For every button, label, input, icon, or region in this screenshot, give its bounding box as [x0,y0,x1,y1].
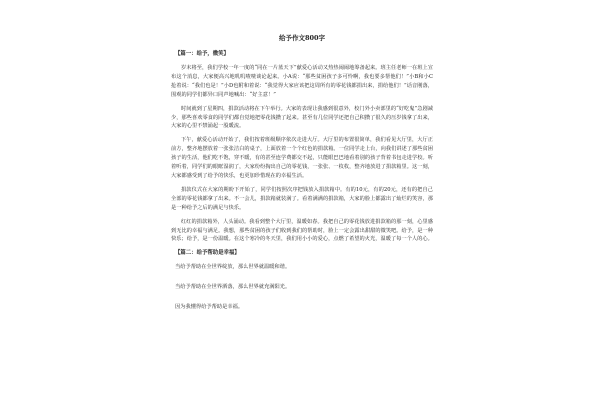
section-2-heading: 【篇二：给予帮助是幸福】 [175,250,240,257]
section-2-line-2: 当给予帮助在全世界洒落，那么世界就充满阳光。 [175,284,291,291]
document-title: 给予作文800字 [278,34,326,42]
section-1-paragraph-3: 下午，献爱心活动开始了，我们按着班级顺序依次走进大厅。大厅里的布置很简单，我们看见大厅里，大厅正前方，整齐地摆放着一张张洁白的桌子，上面放着一个个红色的捐款箱。一位同学走上台，向我们讲述了那些贫困孩子的生活，他们吃不饱，穿不暖，有的甚至连学费都交不起，只能眼巴巴地看着别的孩子背着书包走进学校。听着听着，同学们的眼眶湿润了，大家纷纷掏出自己的零花钱，一张张、一枚枚，整齐地放进了捐款箱里。这一刻，大家都感受到了给予的快乐，也更加珍惜现在的幸福生活。 [171,137,433,179]
section-1-paragraph-5: 红红的捐款箱外，人头涌动。我看到整个大厅里，温暖如春。我把自己的零花钱放进捐款箱的那一刻，心里感到无比的幸福与满足。我想，那些贫困的孩子们收到我们的帮助时，脸上一定会露出甜甜的微笑吧。给予，是一种快乐；给予，是一份温暖。在这个寒冷的冬天里，我们用小小的爱心，点燃了希望的火光，温暖了每一个人的心。 [171,218,433,243]
section-2-line-1: 当给予帮助在全世界绽放，那么世界就温暖和谐。 [175,264,291,271]
section-1-paragraph-1: 岁末将至，我们学校一年一度的“同在一片蓝天下”献爱心活动又热热闹闹地筹备起来。班主任老师一在班上宣布这个消息，大家便高兴地叽叽喳喳谈论起来。小A说：“那些贫困孩子多可怜啊，我也要多帮他们！”小B和小C抢着说：“我们也是！”小D也附和着说：“我觉得大家应该把这周所有的零花钱都捐出来，捐给他们！”话音刚落，围观的同学们都异口同声地喊出：“好主意！” [171,65,433,98]
section-1-heading: 【篇一：给予，微笑】 [175,51,229,57]
section-2-line-3: 因为我懂得给予帮助是幸福。 [175,304,244,311]
document-body [171,34,433,323]
section-1-paragraph-4: 捐款仪式在大家的期盼下开始了，同学们按照次序把钱放入捐款箱中。有的10元，有的20元，还有的把自己全部的零花钱都拿了出来。不一会儿，捐款箱就装满了。看着满满的捐款箱，大家的脸上都露出了灿烂的笑容，那是一种给予之后的满足与快乐。 [171,186,433,211]
section-1-paragraph-2: 时间就到了星期四，捐款活动将在下午举行。大家的表现让我感到很意外，校门外小卖部里的“好吃鬼”急剧减少，那些喜欢零食的同学们都自觉地把零花钱攒了起来。甚至有几位同学还把自己积攒了很久的压岁钱拿了出来，大家的心里不禁涌起一股暖流。 [171,105,433,130]
